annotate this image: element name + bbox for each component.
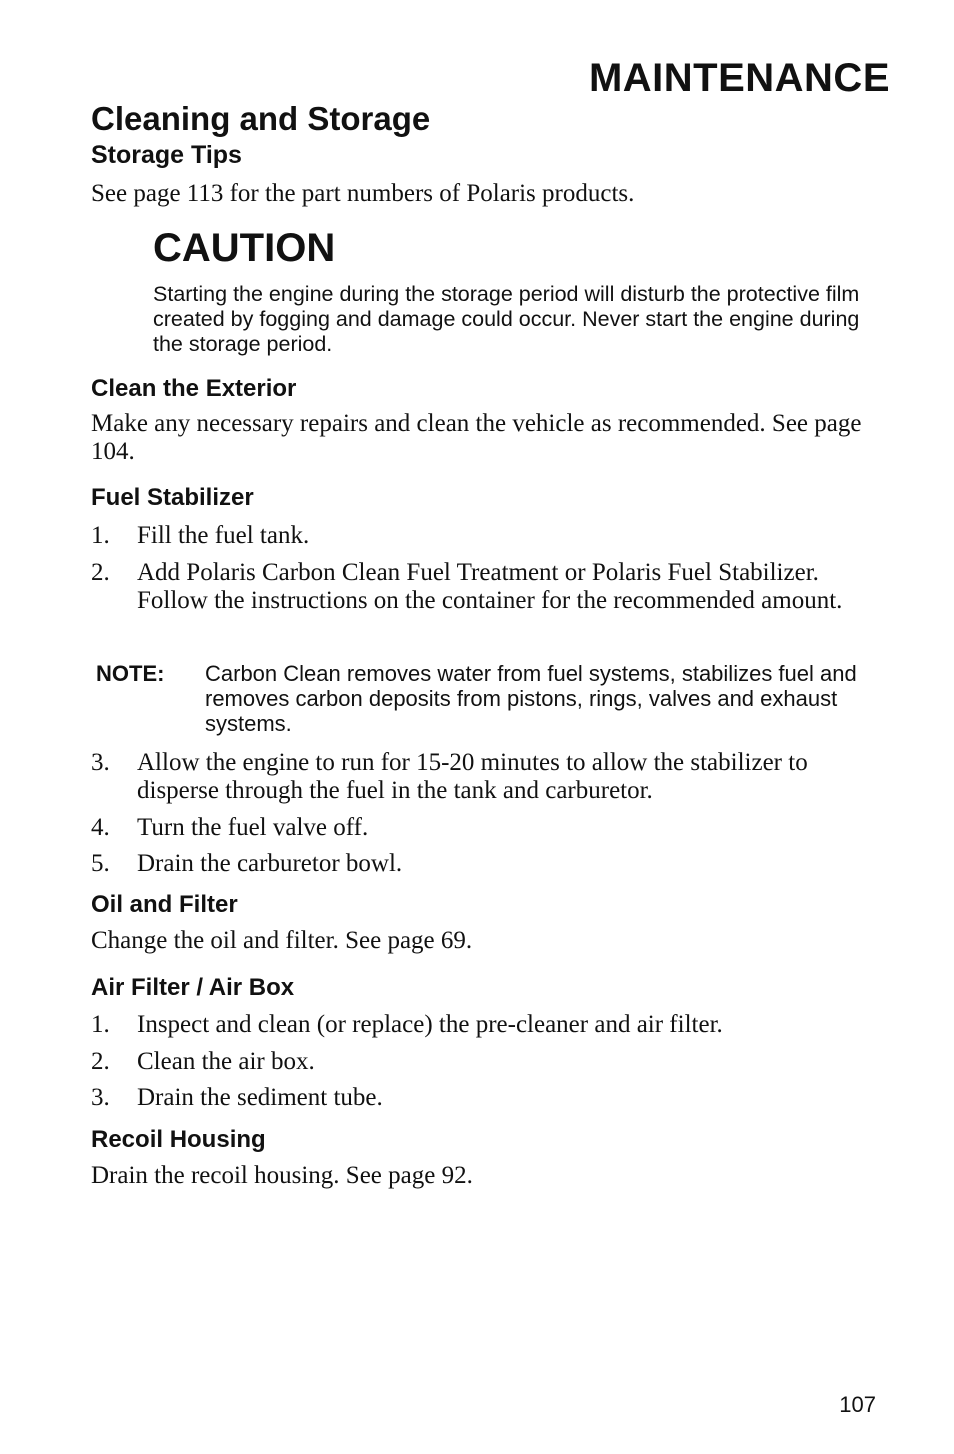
note-text: Carbon Clean removes water from fuel systems, stabilizes fuel and removes carbon deposits from pistons, rings, valves and exhaust systems. bbox=[205, 661, 857, 736]
list-item-number: 5. bbox=[91, 850, 110, 877]
list-item-number: 3. bbox=[91, 1084, 110, 1111]
list-item-number: 4. bbox=[91, 814, 110, 841]
storage-tips-heading: Storage Tips bbox=[91, 141, 242, 169]
list-item-text: Clean the air box. bbox=[137, 1048, 315, 1075]
oil-filter-text: Change the oil and filter. See page 69. bbox=[91, 927, 473, 954]
note-label: NOTE: bbox=[96, 661, 165, 686]
list-item-number: 3. bbox=[91, 749, 110, 776]
section-title: Cleaning and Storage bbox=[91, 100, 431, 137]
fuel-stabilizer-heading: Fuel Stabilizer bbox=[91, 484, 254, 511]
list-item-text: Drain the sediment tube. bbox=[137, 1084, 383, 1111]
page-number: 107 bbox=[839, 1392, 876, 1417]
caution-title: CAUTION bbox=[153, 226, 336, 270]
air-filter-heading: Air Filter / Air Box bbox=[91, 974, 295, 1001]
list-item-number: 2. bbox=[91, 559, 110, 586]
list-item-text: Fill the fuel tank. bbox=[137, 522, 310, 549]
oil-filter-heading: Oil and Filter bbox=[91, 891, 238, 918]
list-item-text: Inspect and clean (or replace) the pre-cleaner and air filter. bbox=[137, 1011, 723, 1038]
list-item-text: Allow the engine to run for 15-20 minutes to allow the stabilizer to disperse through the fuel in the tank and carburetor. bbox=[137, 749, 808, 804]
caution-text: Starting the engine during the storage period will disturb the protective film created by fogging and damage could occur. Never start the engine during the storage period. bbox=[153, 282, 860, 356]
list-item-number: 1. bbox=[91, 1011, 110, 1038]
list-item-text: Add Polaris Carbon Clean Fuel Treatment or Polaris Fuel Stabilizer. Follow the instructions on the container for the recommended amount. bbox=[137, 559, 843, 614]
list-item-number: 1. bbox=[91, 522, 110, 549]
storage-tips-text: See page 113 for the part numbers of Polaris products. bbox=[91, 180, 635, 207]
list-item-text: Turn the fuel valve off. bbox=[137, 814, 369, 841]
list-item-number: 2. bbox=[91, 1048, 110, 1075]
clean-exterior-text: Make any necessary repairs and clean the vehicle as recommended. See page 104. bbox=[91, 410, 862, 465]
clean-exterior-heading: Clean the Exterior bbox=[91, 375, 297, 402]
recoil-text: Drain the recoil housing. See page 92. bbox=[91, 1162, 473, 1189]
chapter-title: MAINTENANCE bbox=[588, 56, 890, 100]
recoil-heading: Recoil Housing bbox=[91, 1126, 266, 1153]
list-item-text: Drain the carburetor bowl. bbox=[137, 850, 403, 877]
